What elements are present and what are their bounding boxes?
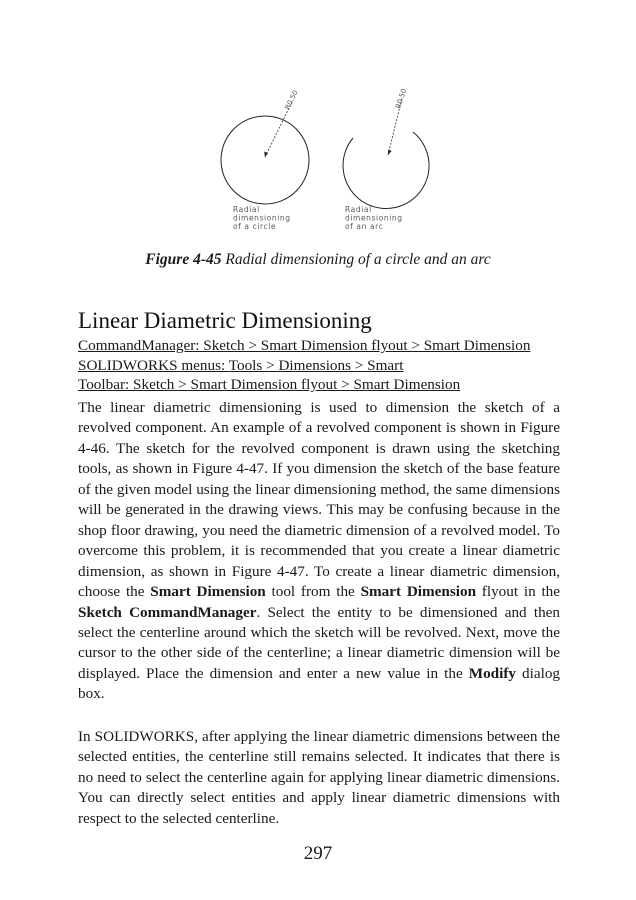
page-number: 297 — [303, 843, 333, 864]
paragraph-text: . Select the entity to be dimensioned and then select the centerline around which the sketch will be revolved. Next, move the cursor to the other side of the centerline; a linear diametric dimension will be displayed. Place the dimension and enter a new value in the — [78, 603, 560, 682]
figure-number: Figure 4-45 — [145, 251, 222, 268]
arc-label: Radial dimensioning of an arc — [345, 205, 403, 231]
bold-term: Modify — [468, 664, 516, 682]
paragraph-text: The linear diametric dimensioning is used to dimension the sketch of a revolved component. An example of a revolved component is shown in Figure 4-46. The sketch for the revolved component is drawn using the sketching tools, as shown in Figure 4-47. If you dimension the sketch of the base feature of the given model using the linear dimensioning method, the same dimensions will be generated in the drawing views. This may be confusing because in the shop floor drawing, you need the diametric dimension of a revolved model. To overcome this problem, it is recommended that you create a linear diametric dimension, as shown in Figure 4-47. To create a linear diametric dimension, choose the — [78, 399, 560, 601]
bold-term: Sketch CommandManager — [78, 603, 257, 621]
dimensioned-arc — [343, 132, 429, 209]
circle-label: Radial dimensioning of a circle — [233, 205, 291, 231]
figure-caption-text: Radial dimensioning of a circle and an arc — [221, 251, 491, 268]
paragraph-text: tool from the — [265, 583, 361, 601]
bold-term: Smart Dimension — [150, 583, 266, 601]
arc-dimension-text: R0.50 — [394, 87, 409, 110]
command-paths — [78, 336, 530, 395]
figure-caption — [0, 251, 636, 269]
circle-dimension-text: R0.50 — [283, 88, 300, 111]
bold-term: Smart Dimension — [360, 583, 477, 601]
commandmanager-path: CommandManager: Sketch > Smart Dimension flyout > Smart Dimension — [78, 337, 531, 354]
toolbar-path: Toolbar: Sketch > Smart Dimension flyout > Smart Dimension — [78, 376, 461, 394]
radial-dimension-figure — [205, 85, 435, 235]
dimensioned-circle — [221, 116, 309, 204]
body-paragraph-1 — [78, 398, 560, 705]
paragraph-text: flyout in the — [476, 583, 561, 601]
section-title: Linear Diametric Dimensioning — [78, 308, 372, 333]
menus-path: SOLIDWORKS menus: Tools > Dimensions > Smart — [78, 356, 404, 374]
arc-arrowhead — [388, 150, 392, 156]
body-paragraph-2: In SOLIDWORKS, after applying the linear diametric dimensions between the selected entities, the centerline still remains selected. It indicates that there is no need to select the centerline again for applying linear diametric dimensions. You can directly select entities and apply linear diametric dimensions with respect to the selected centerline. — [78, 728, 560, 827]
paragraph-text: dialog box. — [78, 664, 561, 703]
